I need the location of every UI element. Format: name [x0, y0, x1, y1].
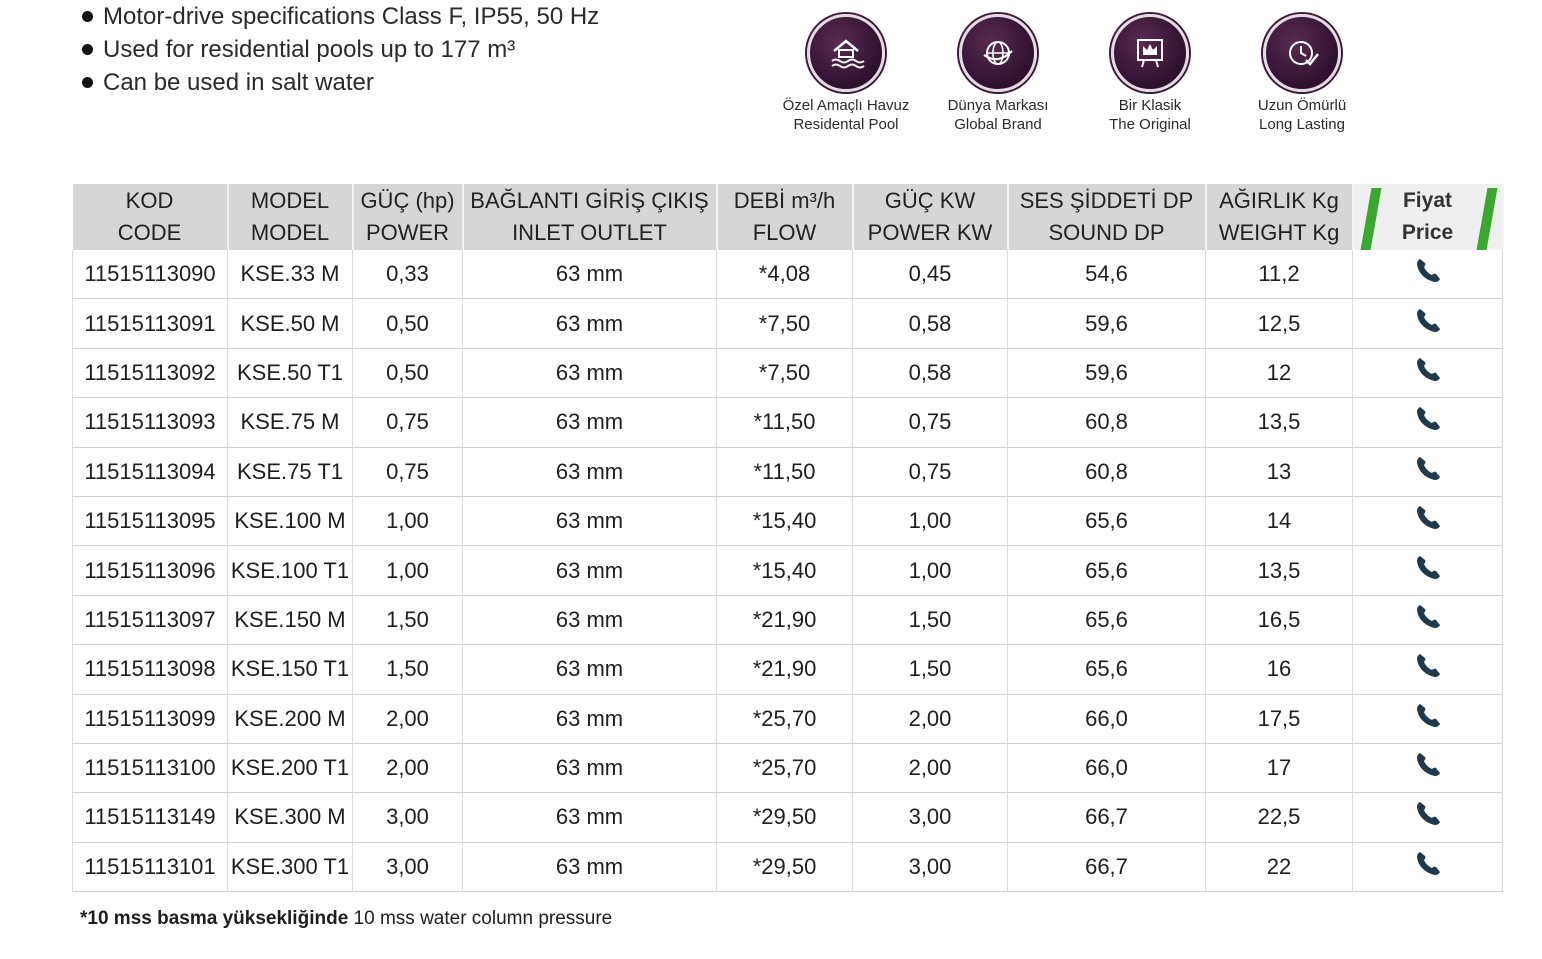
cell-price	[1353, 398, 1503, 447]
pool-icon	[807, 14, 885, 92]
cell-inlet-outlet: 63 mm	[463, 645, 717, 694]
table-row	[73, 694, 1503, 743]
phone-icon[interactable]	[1413, 404, 1443, 440]
cell-code: 11515113096	[73, 546, 228, 595]
cell-weight: 16	[1206, 645, 1353, 694]
cell-flow: *7,50	[717, 299, 853, 348]
header-model: MODEL MODEL	[228, 184, 353, 250]
cell-power-kw: 1,50	[853, 595, 1008, 644]
cell-price	[1353, 793, 1503, 842]
cell-power-kw: 2,00	[853, 743, 1008, 792]
phone-icon[interactable]	[1413, 355, 1443, 391]
badge-label: Özel Amaçlı Havuz Residental Pool	[782, 97, 910, 133]
phone-icon[interactable]	[1413, 553, 1443, 589]
table-row	[73, 496, 1503, 545]
cell-price	[1353, 743, 1503, 792]
cell-model: KSE.100 T1	[228, 546, 353, 595]
footnote-text: 10 mss water column pressure	[348, 908, 613, 929]
cell-power-kw: 0,75	[853, 398, 1008, 447]
cell-flow: *11,50	[717, 398, 853, 447]
table-row	[73, 546, 1503, 595]
phone-icon[interactable]	[1413, 602, 1443, 638]
feature-list	[82, 0, 599, 99]
cell-flow: *4,08	[717, 250, 853, 299]
cell-sound: 65,6	[1008, 595, 1206, 644]
table-row	[73, 398, 1503, 447]
badge-residential-pool	[770, 14, 922, 134]
bullet-dot	[82, 11, 93, 22]
header-power-hp: GÜÇ (hp) POWER	[353, 184, 463, 250]
cell-code: 11515113149	[73, 793, 228, 842]
badge-label: Uzun Ömürlü Long Lasting	[1257, 97, 1347, 133]
cell-power-hp: 3,00	[353, 793, 463, 842]
feature-text: Used for residential pools up to 177 m³	[103, 35, 516, 63]
cell-power-hp: 1,50	[353, 645, 463, 694]
cell-code: 11515113094	[73, 447, 228, 496]
cell-inlet-outlet: 63 mm	[463, 793, 717, 842]
cell-weight: 12	[1206, 348, 1353, 397]
cell-power-kw: 0,58	[853, 299, 1008, 348]
cell-inlet-outlet: 63 mm	[463, 299, 717, 348]
table-row	[73, 645, 1503, 694]
cell-power-hp: 0,75	[353, 447, 463, 496]
cell-sound: 65,6	[1008, 645, 1206, 694]
cell-inlet-outlet: 63 mm	[463, 348, 717, 397]
badge-long-lasting	[1226, 14, 1378, 134]
cell-code: 11515113093	[73, 398, 228, 447]
cell-price	[1353, 250, 1503, 299]
cell-inlet-outlet: 63 mm	[463, 398, 717, 447]
cell-flow: *7,50	[717, 348, 853, 397]
cell-weight: 22	[1206, 842, 1353, 891]
badge-label: Dünya Markası Global Brand	[947, 97, 1049, 133]
table-row	[73, 348, 1503, 397]
table-row	[73, 793, 1503, 842]
table-body	[73, 250, 1503, 892]
feature-badges	[770, 14, 1378, 134]
cell-sound: 54,6	[1008, 250, 1206, 299]
cell-price	[1353, 595, 1503, 644]
cell-code: 11515113090	[73, 250, 228, 299]
cell-model: KSE.75 T1	[228, 447, 353, 496]
header-sound: SES ŞİDDETİ DP SOUND DP	[1008, 184, 1206, 250]
cell-weight: 17,5	[1206, 694, 1353, 743]
cell-weight: 11,2	[1206, 250, 1353, 299]
cell-price	[1353, 447, 1503, 496]
cell-code: 11515113092	[73, 348, 228, 397]
cell-power-hp: 0,33	[353, 250, 463, 299]
header-inlet-outlet: BAĞLANTI GİRİŞ ÇIKIŞ INLET OUTLET	[463, 184, 717, 250]
cell-weight: 17	[1206, 743, 1353, 792]
cell-model: KSE.33 M	[228, 250, 353, 299]
cell-inlet-outlet: 63 mm	[463, 595, 717, 644]
table-row	[73, 299, 1503, 348]
phone-icon[interactable]	[1413, 306, 1443, 342]
cell-weight: 13,5	[1206, 398, 1353, 447]
cell-inlet-outlet: 63 mm	[463, 496, 717, 545]
cell-weight: 22,5	[1206, 793, 1353, 842]
cell-weight: 16,5	[1206, 595, 1353, 644]
cell-inlet-outlet: 63 mm	[463, 447, 717, 496]
cell-price	[1353, 842, 1503, 891]
cell-flow: *29,50	[717, 842, 853, 891]
cell-flow: *25,70	[717, 743, 853, 792]
cell-flow: *11,50	[717, 447, 853, 496]
cell-power-kw: 3,00	[853, 793, 1008, 842]
cell-sound: 65,6	[1008, 546, 1206, 595]
table-row	[73, 250, 1503, 299]
cell-power-hp: 0,75	[353, 398, 463, 447]
cell-power-kw: 0,45	[853, 250, 1008, 299]
feature-item	[82, 33, 599, 66]
cell-code: 11515113101	[73, 842, 228, 891]
cell-power-hp: 1,00	[353, 496, 463, 545]
cell-code: 11515113097	[73, 595, 228, 644]
cell-flow: *29,50	[717, 793, 853, 842]
feature-item	[82, 0, 599, 33]
cell-power-kw: 3,00	[853, 842, 1008, 891]
cell-inlet-outlet: 63 mm	[463, 743, 717, 792]
footnote	[80, 908, 612, 930]
cell-price	[1353, 299, 1503, 348]
cell-sound: 65,6	[1008, 496, 1206, 545]
table-row	[73, 447, 1503, 496]
header-flow: DEBİ m³/h FLOW	[717, 184, 853, 250]
cell-flow: *15,40	[717, 546, 853, 595]
cell-power-kw: 0,75	[853, 447, 1008, 496]
cell-code: 11515113091	[73, 299, 228, 348]
cell-model: KSE.300 M	[228, 793, 353, 842]
cell-price	[1353, 348, 1503, 397]
cell-power-hp: 1,00	[353, 546, 463, 595]
cell-code: 11515113100	[73, 743, 228, 792]
cell-power-hp: 2,00	[353, 694, 463, 743]
table-row	[73, 842, 1503, 891]
cell-model: KSE.50 T1	[228, 348, 353, 397]
phone-icon[interactable]	[1413, 651, 1443, 687]
cell-model: KSE.75 M	[228, 398, 353, 447]
phone-icon[interactable]	[1413, 750, 1443, 786]
phone-icon[interactable]	[1413, 849, 1443, 885]
cell-sound: 59,6	[1008, 299, 1206, 348]
table-header-row	[73, 184, 1503, 250]
cell-code: 11515113095	[73, 496, 228, 545]
cell-sound: 66,7	[1008, 793, 1206, 842]
cell-sound: 60,8	[1008, 398, 1206, 447]
phone-icon[interactable]	[1413, 256, 1443, 292]
cell-model: KSE.200 M	[228, 694, 353, 743]
cell-power-hp: 1,50	[353, 595, 463, 644]
cell-power-hp: 0,50	[353, 299, 463, 348]
crown-icon	[1111, 14, 1189, 92]
footnote-bold: *10 mss basma yüksekliğinde	[80, 908, 349, 929]
badge-the-original	[1074, 14, 1226, 134]
cell-flow: *21,90	[717, 595, 853, 644]
header-code: KOD CODE	[73, 184, 228, 250]
cell-power-hp: 0,50	[353, 348, 463, 397]
cell-code: 11515113098	[73, 645, 228, 694]
cell-sound: 66,7	[1008, 842, 1206, 891]
cell-power-kw: 0,58	[853, 348, 1008, 397]
cell-sound: 60,8	[1008, 447, 1206, 496]
cell-weight: 13,5	[1206, 546, 1353, 595]
cell-price	[1353, 546, 1503, 595]
phone-icon[interactable]	[1413, 503, 1443, 539]
globe-icon	[959, 14, 1037, 92]
cell-weight: 13	[1206, 447, 1353, 496]
cell-power-hp: 3,00	[353, 842, 463, 891]
phone-icon[interactable]	[1413, 701, 1443, 737]
cell-power-kw: 1,50	[853, 645, 1008, 694]
cell-power-kw: 1,00	[853, 496, 1008, 545]
cell-sound: 66,0	[1008, 694, 1206, 743]
badge-label: Bir Klasik The Original	[1109, 97, 1191, 133]
cell-price	[1353, 694, 1503, 743]
clock-icon	[1263, 14, 1341, 92]
feature-item	[82, 66, 599, 99]
header-power-kw: GÜÇ KW POWER KW	[853, 184, 1008, 250]
cell-flow: *25,70	[717, 694, 853, 743]
cell-weight: 14	[1206, 496, 1353, 545]
phone-icon[interactable]	[1413, 799, 1443, 835]
cell-inlet-outlet: 63 mm	[463, 842, 717, 891]
cell-price	[1353, 645, 1503, 694]
cell-model: KSE.50 M	[228, 299, 353, 348]
table-row	[73, 595, 1503, 644]
cell-inlet-outlet: 63 mm	[463, 250, 717, 299]
cell-model: KSE.100 M	[228, 496, 353, 545]
cell-model: KSE.150 M	[228, 595, 353, 644]
bullet-dot	[82, 77, 93, 88]
feature-text: Can be used in salt water	[103, 68, 374, 96]
cell-code: 11515113099	[73, 694, 228, 743]
cell-price	[1353, 496, 1503, 545]
header-weight: AĞIRLIK Kg WEIGHT Kg	[1206, 184, 1353, 250]
feature-text: Motor-drive specifications Class F, IP55, 50 Hz	[103, 2, 600, 30]
table-row	[73, 743, 1503, 792]
spec-table	[72, 184, 1504, 892]
header-price: Fiyat Price	[1353, 184, 1503, 250]
badge-global-brand	[922, 14, 1074, 134]
cell-model: KSE.200 T1	[228, 743, 353, 792]
cell-flow: *21,90	[717, 645, 853, 694]
cell-inlet-outlet: 63 mm	[463, 694, 717, 743]
cell-model: KSE.300 T1	[228, 842, 353, 891]
cell-power-kw: 2,00	[853, 694, 1008, 743]
phone-icon[interactable]	[1413, 454, 1443, 490]
cell-model: KSE.150 T1	[228, 645, 353, 694]
cell-weight: 12,5	[1206, 299, 1353, 348]
cell-flow: *15,40	[717, 496, 853, 545]
bullet-dot	[82, 44, 93, 55]
cell-sound: 59,6	[1008, 348, 1206, 397]
cell-power-kw: 1,00	[853, 546, 1008, 595]
cell-power-hp: 2,00	[353, 743, 463, 792]
cell-sound: 66,0	[1008, 743, 1206, 792]
cell-inlet-outlet: 63 mm	[463, 546, 717, 595]
